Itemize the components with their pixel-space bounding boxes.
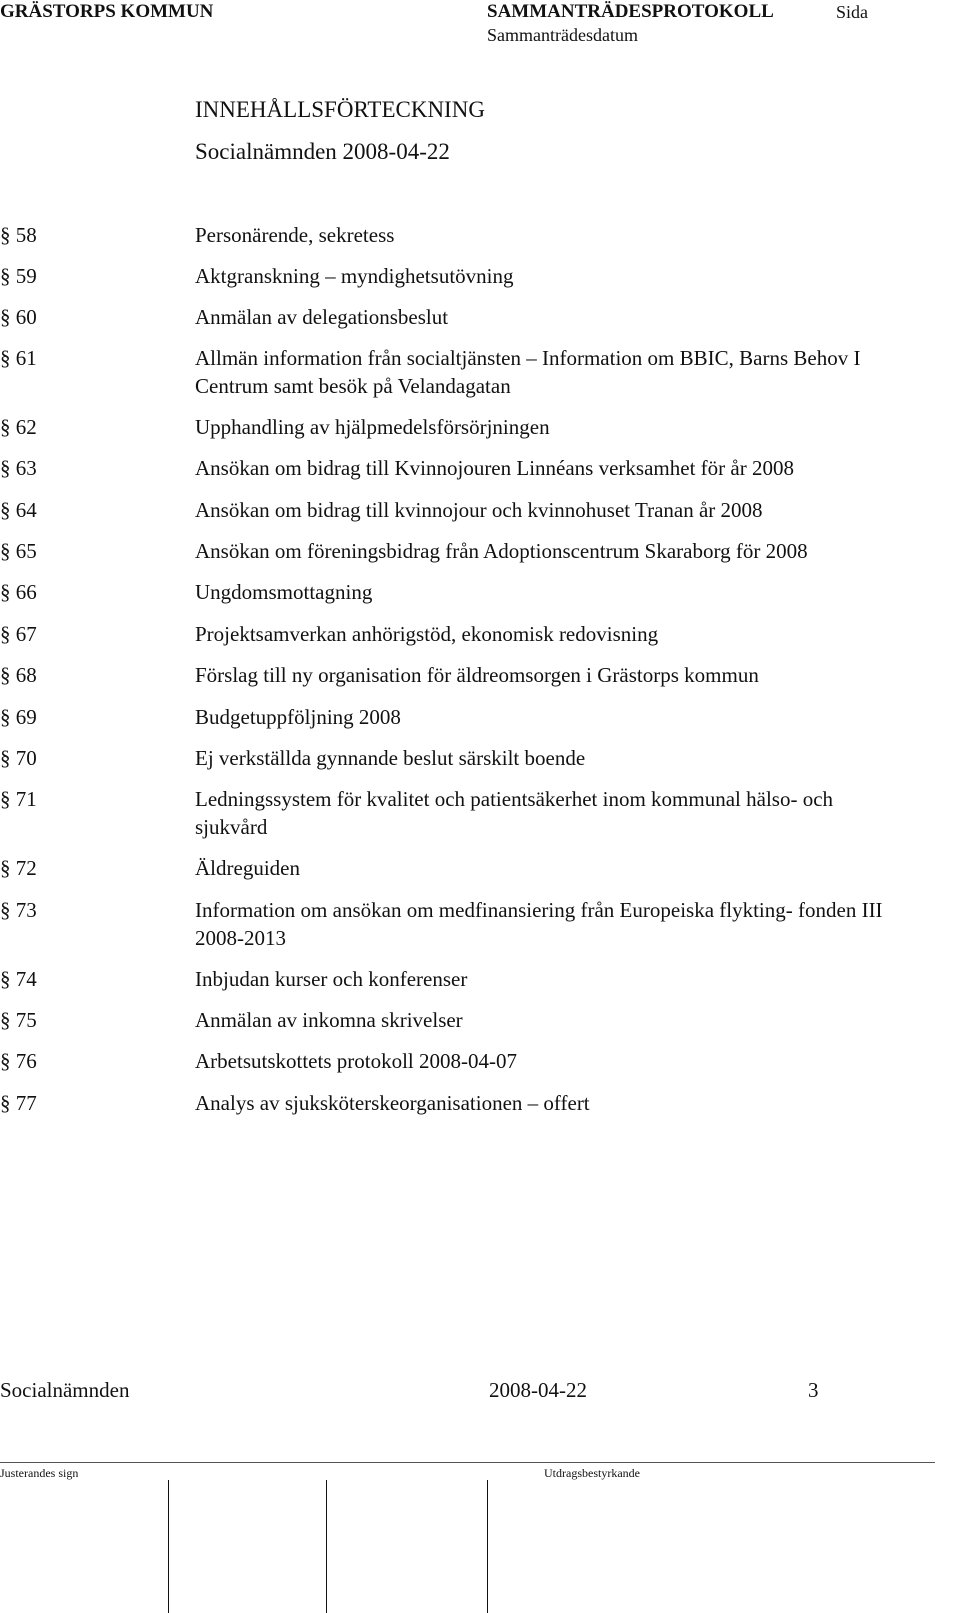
section-title: Anmälan av delegationsbeslut: [195, 305, 449, 329]
section-title: Ansökan om bidrag till kvinnojour och kvinnohuset Tranan år 2008: [195, 498, 763, 522]
section-number: § 58: [0, 223, 37, 247]
section-number: § 67: [0, 622, 37, 646]
footer-date: 2008-04-22: [489, 1378, 587, 1402]
section-title: Arbetsutskottets protokoll 2008-04-07: [195, 1049, 517, 1073]
section-number: § 74: [0, 967, 37, 991]
section-title: Ansökan om föreningsbidrag från Adoptionscentrum Skaraborg för 2008: [195, 539, 808, 563]
section-title: Aktgranskning – myndighetsutövning: [195, 264, 514, 288]
section-title: Inbjudan kurser och konferenser: [195, 967, 468, 991]
section-title: Upphandling av hjälpmedelsförsörjningen: [195, 415, 550, 439]
section-number: § 60: [0, 305, 37, 329]
signature-box-divider: [487, 1480, 488, 1613]
section-title: Projektsamverkan anhörigstöd, ekonomisk redovisning: [195, 622, 659, 646]
section-title: Anmälan av inkomna skrivelser: [195, 1008, 463, 1032]
section-title: Budgetuppföljning 2008: [195, 705, 401, 729]
section-number: § 63: [0, 456, 37, 480]
section-title: Allmän information från socialtjänsten – Information om BBIC, Barns Behov I Centrum samt besök på Velandagatan: [195, 346, 861, 398]
meeting-date-label: Sammanträdesdatum: [487, 25, 638, 45]
document-type: SAMMANTRÄDESPROTOKOLL: [487, 1, 774, 22]
toc-title: INNEHÅLLSFÖRTECKNING: [195, 97, 485, 122]
section-title: Information om ansökan om medfinansiering från Europeiska flykting- fonden III 2008-2013: [195, 898, 883, 950]
section-number: § 73: [0, 898, 37, 922]
section-title: Ledningssystem för kvalitet och patientsäkerhet inom kommunal hälso- och sjukvård: [195, 787, 834, 839]
signature-box-divider: [326, 1480, 327, 1613]
section-title: Analys av sjuksköterskeorganisationen – offert: [195, 1091, 590, 1115]
section-number: § 65: [0, 539, 37, 563]
section-number: § 76: [0, 1049, 37, 1073]
section-number: § 75: [0, 1008, 37, 1032]
justerandes-sign-label: Justerandes sign: [0, 1466, 79, 1480]
section-title: Äldreguiden: [195, 856, 300, 880]
section-title: Personärende, sekretess: [195, 223, 395, 247]
section-title: Ansökan om bidrag till Kvinnojouren Linnéans verksamhet för år 2008: [195, 456, 794, 480]
section-number: § 77: [0, 1091, 37, 1115]
section-number: § 61: [0, 346, 37, 370]
section-number: § 70: [0, 746, 37, 770]
footer-committee: Socialnämnden: [0, 1378, 130, 1402]
section-number: § 59: [0, 264, 37, 288]
footer-divider: [0, 1462, 935, 1463]
section-number: § 69: [0, 705, 37, 729]
section-number: § 72: [0, 856, 37, 880]
section-title: Förslag till ny organisation för äldreomsorgen i Grästorps kommun: [195, 663, 759, 687]
section-number: § 62: [0, 415, 37, 439]
section-title: Ej verkställda gynnande beslut särskilt boende: [195, 746, 586, 770]
section-number: § 66: [0, 580, 37, 604]
signature-box-divider: [168, 1480, 169, 1613]
footer-page-number: 3: [808, 1378, 819, 1402]
section-number: § 64: [0, 498, 37, 522]
municipality-name: GRÄSTORPS KOMMUN: [0, 1, 214, 22]
page-label: Sida: [836, 2, 869, 22]
toc-subtitle: Socialnämnden 2008-04-22: [195, 139, 450, 164]
utdragsbestyrkande-label: Utdragsbestyrkande: [544, 1466, 640, 1480]
section-number: § 68: [0, 663, 37, 687]
section-title: Ungdomsmottagning: [195, 580, 373, 604]
section-number: § 71: [0, 787, 37, 811]
